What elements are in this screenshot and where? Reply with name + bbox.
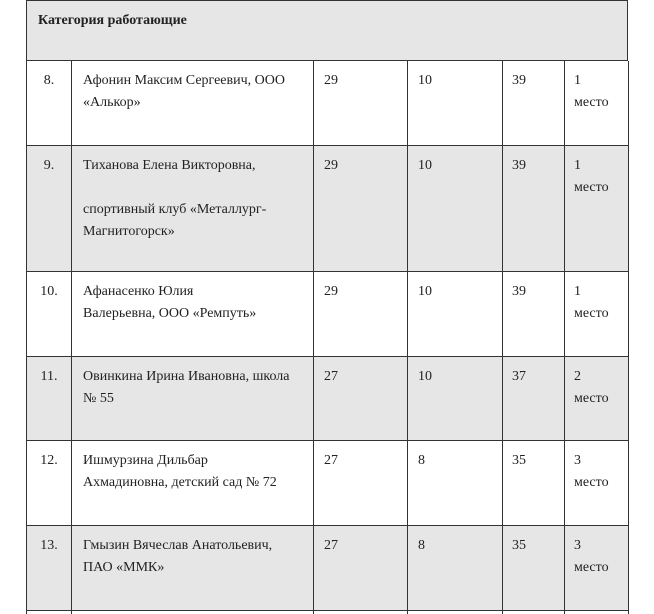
participant-name: [71, 61, 313, 145]
name-gap: [83, 177, 307, 199]
place-label: место: [574, 560, 609, 575]
score-total: 39: [502, 146, 564, 271]
participant-name: [71, 526, 313, 610]
name-line: Валерьевна, ООО «Ремпуть»: [83, 306, 257, 321]
table-row: [26, 441, 629, 525]
name-line: «Алькор»: [83, 95, 141, 110]
row-number: 8.: [26, 61, 71, 145]
place: [564, 357, 629, 440]
name-line: Афонин Максим Сергеевич, ООО: [83, 73, 285, 88]
place: [564, 146, 629, 271]
place: [564, 272, 629, 356]
table-row: [26, 272, 629, 356]
score-b: 10: [407, 357, 502, 440]
place-label: место: [574, 95, 609, 110]
name-line: Овинкина Ирина Ивановна, школа: [83, 369, 290, 384]
score-b: 10: [407, 61, 502, 145]
name-line: ПАО «ММК»: [83, 560, 165, 575]
place-label: место: [574, 475, 609, 490]
participant-name: [71, 146, 313, 271]
place-number: 2: [574, 369, 581, 384]
table-row: [26, 357, 629, 440]
score-total: 35: [502, 526, 564, 610]
participant-name: [71, 272, 313, 356]
score-b: 8: [407, 441, 502, 525]
name-line: Ишмурзина Дильбар: [83, 453, 208, 468]
table-row: [26, 61, 629, 145]
row-number: 13.: [26, 526, 71, 610]
row-number: 10.: [26, 272, 71, 356]
place-label: место: [574, 306, 609, 321]
participant-name: [71, 357, 313, 440]
score-total: 35: [502, 441, 564, 525]
category-title: Категория работающие: [38, 13, 187, 28]
place-number: 1: [574, 73, 581, 88]
score-total: 39: [502, 61, 564, 145]
place-label: место: [574, 391, 609, 406]
score-a: 29: [313, 61, 407, 145]
place-number: 1: [574, 158, 581, 173]
place-number: 3: [574, 538, 581, 553]
participant-name: [71, 441, 313, 525]
place: [564, 441, 629, 525]
place-number: 3: [574, 453, 581, 468]
name-line: Ахмадиновна, детский сад № 72: [83, 475, 277, 490]
score-a: 27: [313, 526, 407, 610]
row-number: 12.: [26, 441, 71, 525]
table-row: [26, 146, 629, 271]
place: [564, 61, 629, 145]
score-b: 10: [407, 272, 502, 356]
score-a: 29: [313, 272, 407, 356]
score-total: 37: [502, 357, 564, 440]
name-line: Магнитогорск»: [83, 224, 175, 239]
name-line: Тиханова Елена Викторовна,: [83, 158, 256, 173]
place-number: 1: [574, 284, 581, 299]
score-b: 10: [407, 146, 502, 271]
table-row: [26, 526, 629, 610]
score-a: 27: [313, 357, 407, 440]
row-number: 11.: [26, 357, 71, 440]
name-line: № 55: [83, 391, 114, 406]
score-b: 8: [407, 526, 502, 610]
category-header: [26, 0, 628, 61]
row-number: 9.: [26, 146, 71, 271]
name-line: Гмызин Вячеслав Анатольевич,: [83, 538, 273, 553]
name-line: спортивный клуб «Металлург-: [83, 202, 267, 217]
score-a: 27: [313, 441, 407, 525]
place: [564, 526, 629, 610]
place-label: место: [574, 180, 609, 195]
score-a: 29: [313, 146, 407, 271]
score-total: 39: [502, 272, 564, 356]
name-line: Афанасенко Юлия: [83, 284, 194, 299]
